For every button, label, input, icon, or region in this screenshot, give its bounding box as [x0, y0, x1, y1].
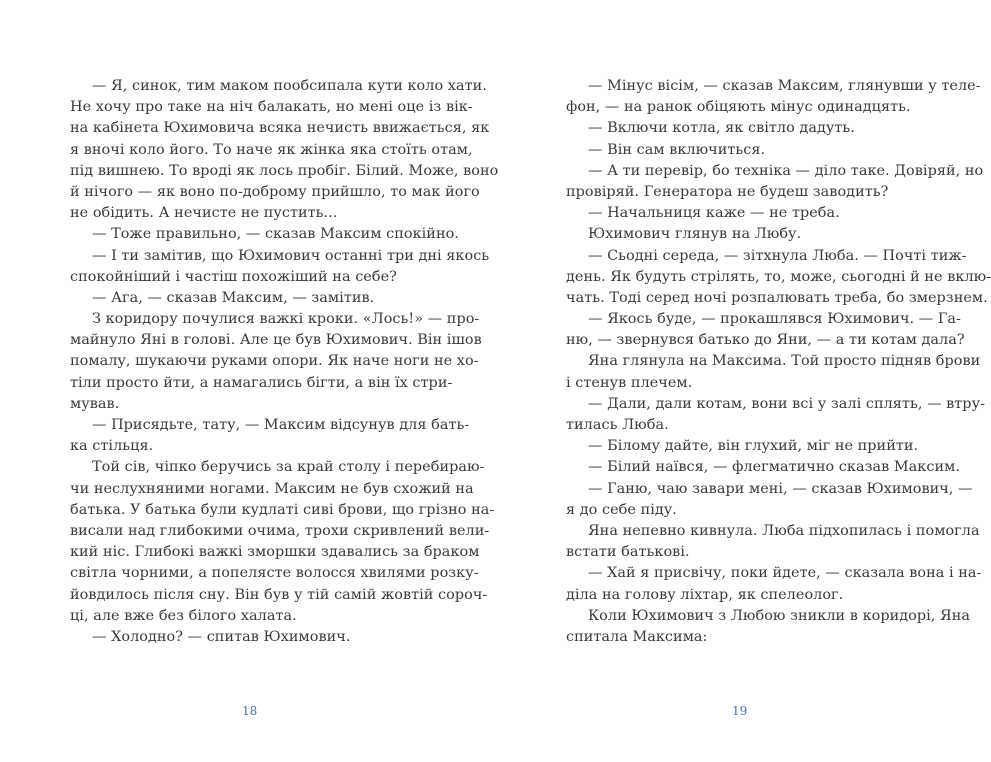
- text-line: чать. Тоді серед ночі розпалювать треба, бо змерзнем.: [566, 289, 988, 306]
- text-line: Юхимович глянув на Любу.: [588, 226, 802, 243]
- right-page-number: 19: [732, 704, 748, 718]
- text-line: спитала Максима:: [566, 628, 708, 645]
- text-line: — А ти перевір, бо техніка — діло таке. Довіряй, но: [588, 162, 984, 179]
- text-line: — Ага, — сказав Максим, — замітив.: [92, 289, 375, 306]
- text-line: на кабінета Юхимовича всяка нечисть ввижається, як: [70, 120, 490, 137]
- text-line: — Включи котла, як світло дадуть.: [588, 120, 855, 137]
- text-line: Коли Юхимович з Любою зникли в коридорі, Яна: [588, 607, 970, 624]
- text-line: висали над глибокими очима, трохи скривлений вели-: [70, 522, 490, 539]
- text-line: — Ганю, чаю завари мені, — сказав Юхимович, —: [588, 480, 973, 497]
- text-line: — І ти замітив, що Юхимович останні три дні якось: [92, 247, 490, 264]
- text-line: встати батькові.: [566, 544, 690, 561]
- text-line: ню, — звернувся батько до Яни, — а ти котам дала?: [566, 332, 965, 349]
- text-line: діла на голову ліхтар, як спелеолог.: [566, 586, 844, 603]
- text-line: — Він сам включиться.: [588, 141, 766, 158]
- text-line: — Я, синок, тим маком пообсипала кути коло хати.: [92, 78, 487, 94]
- text-line: я до себе піду.: [566, 501, 677, 518]
- text-line: — Холодно? — спитав Юхимович.: [92, 628, 351, 645]
- text-line: Яна непевно кивнула. Люба підхопилась і помогла: [588, 522, 980, 539]
- text-line: батька. У батька були кудлаті сиві брови, що грізно на-: [70, 501, 495, 518]
- text-line: майнуло Яні в голові. Але це був Юхимович. Він ішов: [70, 332, 482, 349]
- text-line: — Якось буде, — прокашлявся Юхимович. — Га-: [588, 311, 961, 328]
- text-line: Яна глянула на Максима. Той просто підняв брови: [588, 353, 981, 370]
- text-line: — Тоже правильно, — сказав Максим спокійно.: [92, 226, 459, 243]
- text-line: день. Як будуть стрілять, то, може, сьогодні й не вклю-: [566, 268, 991, 285]
- text-line: під вишнею. То вроді як лось пробіг. Білий. Може, воно: [70, 162, 499, 179]
- text-line: чи неслухняними ногами. Максим не був схожий на: [70, 480, 474, 497]
- text-line: З коридору почулися важкі кроки. «Лось!» — про-: [92, 311, 480, 328]
- text-line: — Білому дайте, він глухий, міг не прийти.: [588, 438, 919, 455]
- text-line: спокойніший і частіш похожіший на себе?: [70, 268, 397, 285]
- text-line: — Присядьте, тату, — Максим відсунув для бать-: [92, 417, 470, 433]
- left-page-number: 18: [242, 704, 258, 718]
- text-line: — Хай я присвічу, поки йдете, — сказала вона і на-: [588, 565, 982, 582]
- text-line: не обідить. А нечисте не пустить...: [70, 205, 338, 222]
- text-line: фон, — на ранок обіцяють мінус одинадцять.: [566, 99, 911, 116]
- text-line: Не хочу про таке на ніч балакать, но мені оце із вік-: [70, 99, 473, 116]
- text-line: Той сів, чіпко беручись за край столу і перебираю-: [92, 459, 485, 476]
- text-line: — Дали, дали котам, вони всі у залі сплять, — втру-: [588, 395, 985, 412]
- left-page-text: [70, 76, 499, 648]
- text-line: кий ніс. Глибокі важкі зморшки здавались за браком: [70, 544, 480, 561]
- text-line: і стенув плечем.: [566, 374, 693, 391]
- text-line: провіряй. Генератора не будеш заводить?: [566, 183, 889, 200]
- text-line: ка стільця.: [70, 438, 154, 455]
- text-line: — Мінус вісім, — сказав Максим, глянувши у теле-: [588, 78, 981, 94]
- text-line: — Сьодні середа, — зітхнула Люба. — Почті тиж-: [588, 247, 967, 264]
- text-line: тіли просто йти, а намагались бігти, а він їх стри-: [70, 374, 453, 391]
- text-line: мував.: [70, 395, 120, 412]
- text-line: й нічого — як воно по-доброму прийшло, то мак його: [70, 183, 480, 200]
- text-line: я вночі коло його. То наче як жінка яка стоїть отам,: [70, 141, 473, 158]
- text-line: тилась Люба.: [566, 417, 669, 433]
- text-line: йовдилось після сну. Він був у тій самій жовтій сороч-: [70, 586, 488, 603]
- text-line: ці, але вже без білого халата.: [70, 607, 297, 624]
- right-page-text: [566, 76, 991, 648]
- text-line: — Начальниця каже — не треба.: [588, 205, 840, 222]
- text-line: світла чорними, а попелясте волосся хвилями розку-: [70, 565, 479, 582]
- text-line: помалу, шукаючи руками опори. Як наче ноги не хо-: [70, 353, 479, 370]
- text-line: — Білий наївся, — флегматично сказав Максим.: [588, 459, 960, 476]
